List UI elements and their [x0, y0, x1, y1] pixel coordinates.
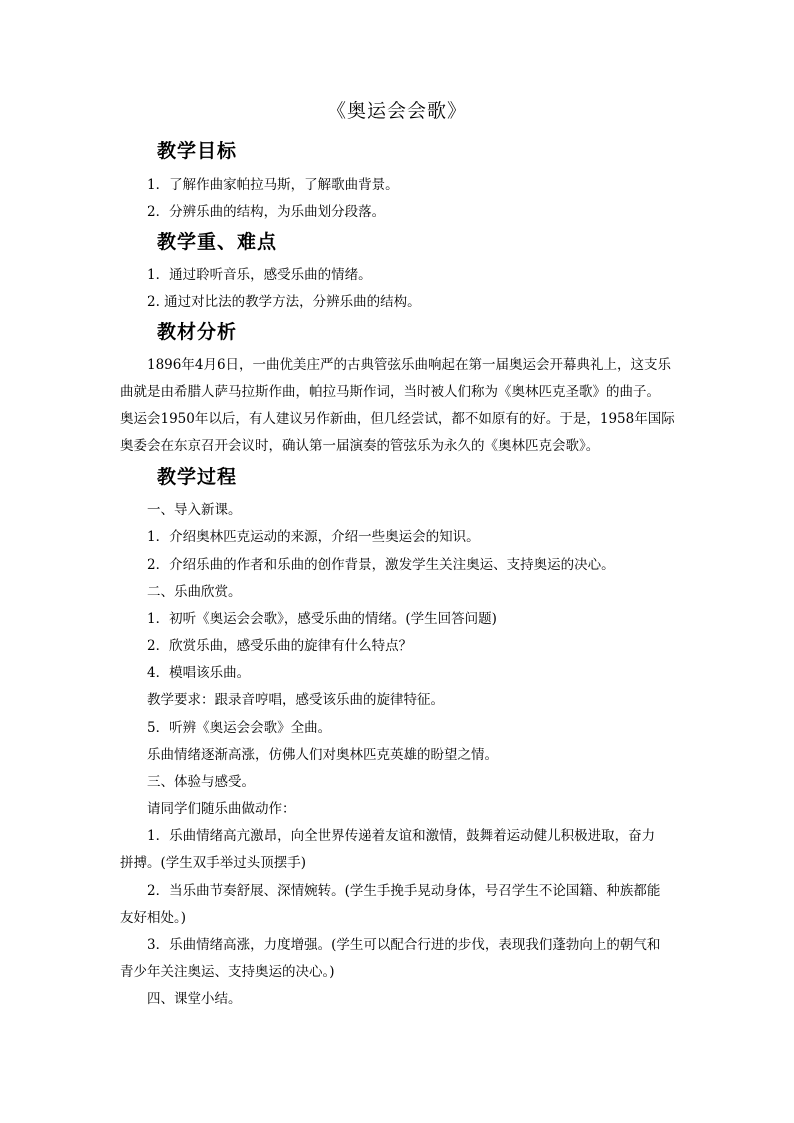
- paragraph-line: 拼搏。(学生双手举过头顶摆手): [120, 855, 307, 871]
- paragraph-line: 1896年4月6日，一曲优美庄严的古典管弦乐曲响起在第一届奥运会开幕典礼上，这支乐: [147, 357, 672, 373]
- paragraph-line: 请同学们随乐曲做动作：: [147, 801, 296, 817]
- paragraph-line: 乐曲情绪逐渐高涨，仿佛人们对奥林匹克英雄的盼望之情。: [147, 747, 498, 763]
- paragraph-line: 一、导入新课。: [147, 502, 242, 518]
- section-heading-key-points: 教学重、难点: [157, 231, 278, 253]
- paragraph-line: 四、课堂小结。: [147, 991, 242, 1007]
- paragraph-line: 奥运会1950年以后，有人建议另作新曲，但几经尝试，都不如原有的好。于是，1958年国际: [120, 411, 675, 427]
- section-heading-material-analysis: 教材分析: [157, 321, 238, 343]
- paragraph-line: 2. 通过对比法的教学方法，分辨乐曲的结构。: [147, 294, 421, 310]
- paragraph-line: 2．分辨乐曲的结构，为乐曲划分段落。: [147, 204, 386, 220]
- paragraph-line: 1．通过聆听音乐，感受乐曲的情绪。: [147, 267, 372, 283]
- paragraph-line: 奥委会在东京召开会议时，确认第一届演奏的管弦乐为永久的《奥林匹克会歌》。: [120, 438, 600, 454]
- paragraph-line: 4．模唱该乐曲。: [147, 665, 251, 681]
- paragraph-line: 5．听辨《奥运会会歌》全曲。: [147, 720, 332, 736]
- paragraph-line: 三、体验与感受。: [147, 774, 255, 790]
- paragraph-line: 教学要求：跟录音哼唱，感受该乐曲的旋律特征。: [147, 692, 444, 708]
- paragraph-line: 1．初听《奥运会会歌》，感受乐曲的情绪。(学生回答问题): [147, 611, 497, 627]
- paragraph-line: 2．介绍乐曲的作者和乐曲的创作背景，激发学生关注奥运、支持奥运的决心。: [147, 557, 615, 573]
- paragraph-line: 2．欣赏乐曲，感受乐曲的旋律有什么特点？: [147, 638, 413, 654]
- paragraph-line: 友好相处。): [120, 910, 187, 926]
- paragraph-line: 青少年关注奥运、支持奥运的决心。): [120, 964, 335, 980]
- paragraph-line: 二、乐曲欣赏。: [147, 584, 242, 600]
- paragraph-line: 3．乐曲情绪高涨，力度增强。(学生可以配合行进的步伐，表现我们蓬勃向上的朝气和: [147, 937, 661, 953]
- paragraph-line: 2．当乐曲节奏舒展、深情婉转。(学生手挽手晃动身体，号召学生不论国籍、种族都能: [147, 883, 661, 899]
- paragraph-line: 曲就是由希腊人萨马拉斯作曲，帕拉马斯作词，当时被人们称为《奥林匹克圣歌》的曲子。: [120, 384, 660, 400]
- paragraph-line: 1．了解作曲家帕拉马斯，了解歌曲背景。: [147, 177, 399, 193]
- section-heading-objectives: 教学目标: [157, 140, 238, 162]
- paragraph-line: 1．介绍奥林匹克运动的来源，介绍一些奥运会的知识。: [147, 529, 480, 545]
- paragraph-line: 1．乐曲情绪高亢激昂，向全世界传递着友谊和激情，鼓舞着运动健儿积极进取，奋力: [147, 828, 656, 844]
- section-heading-teaching-process: 教学过程: [157, 466, 238, 488]
- document-title: 《奥运会会歌》: [326, 100, 467, 122]
